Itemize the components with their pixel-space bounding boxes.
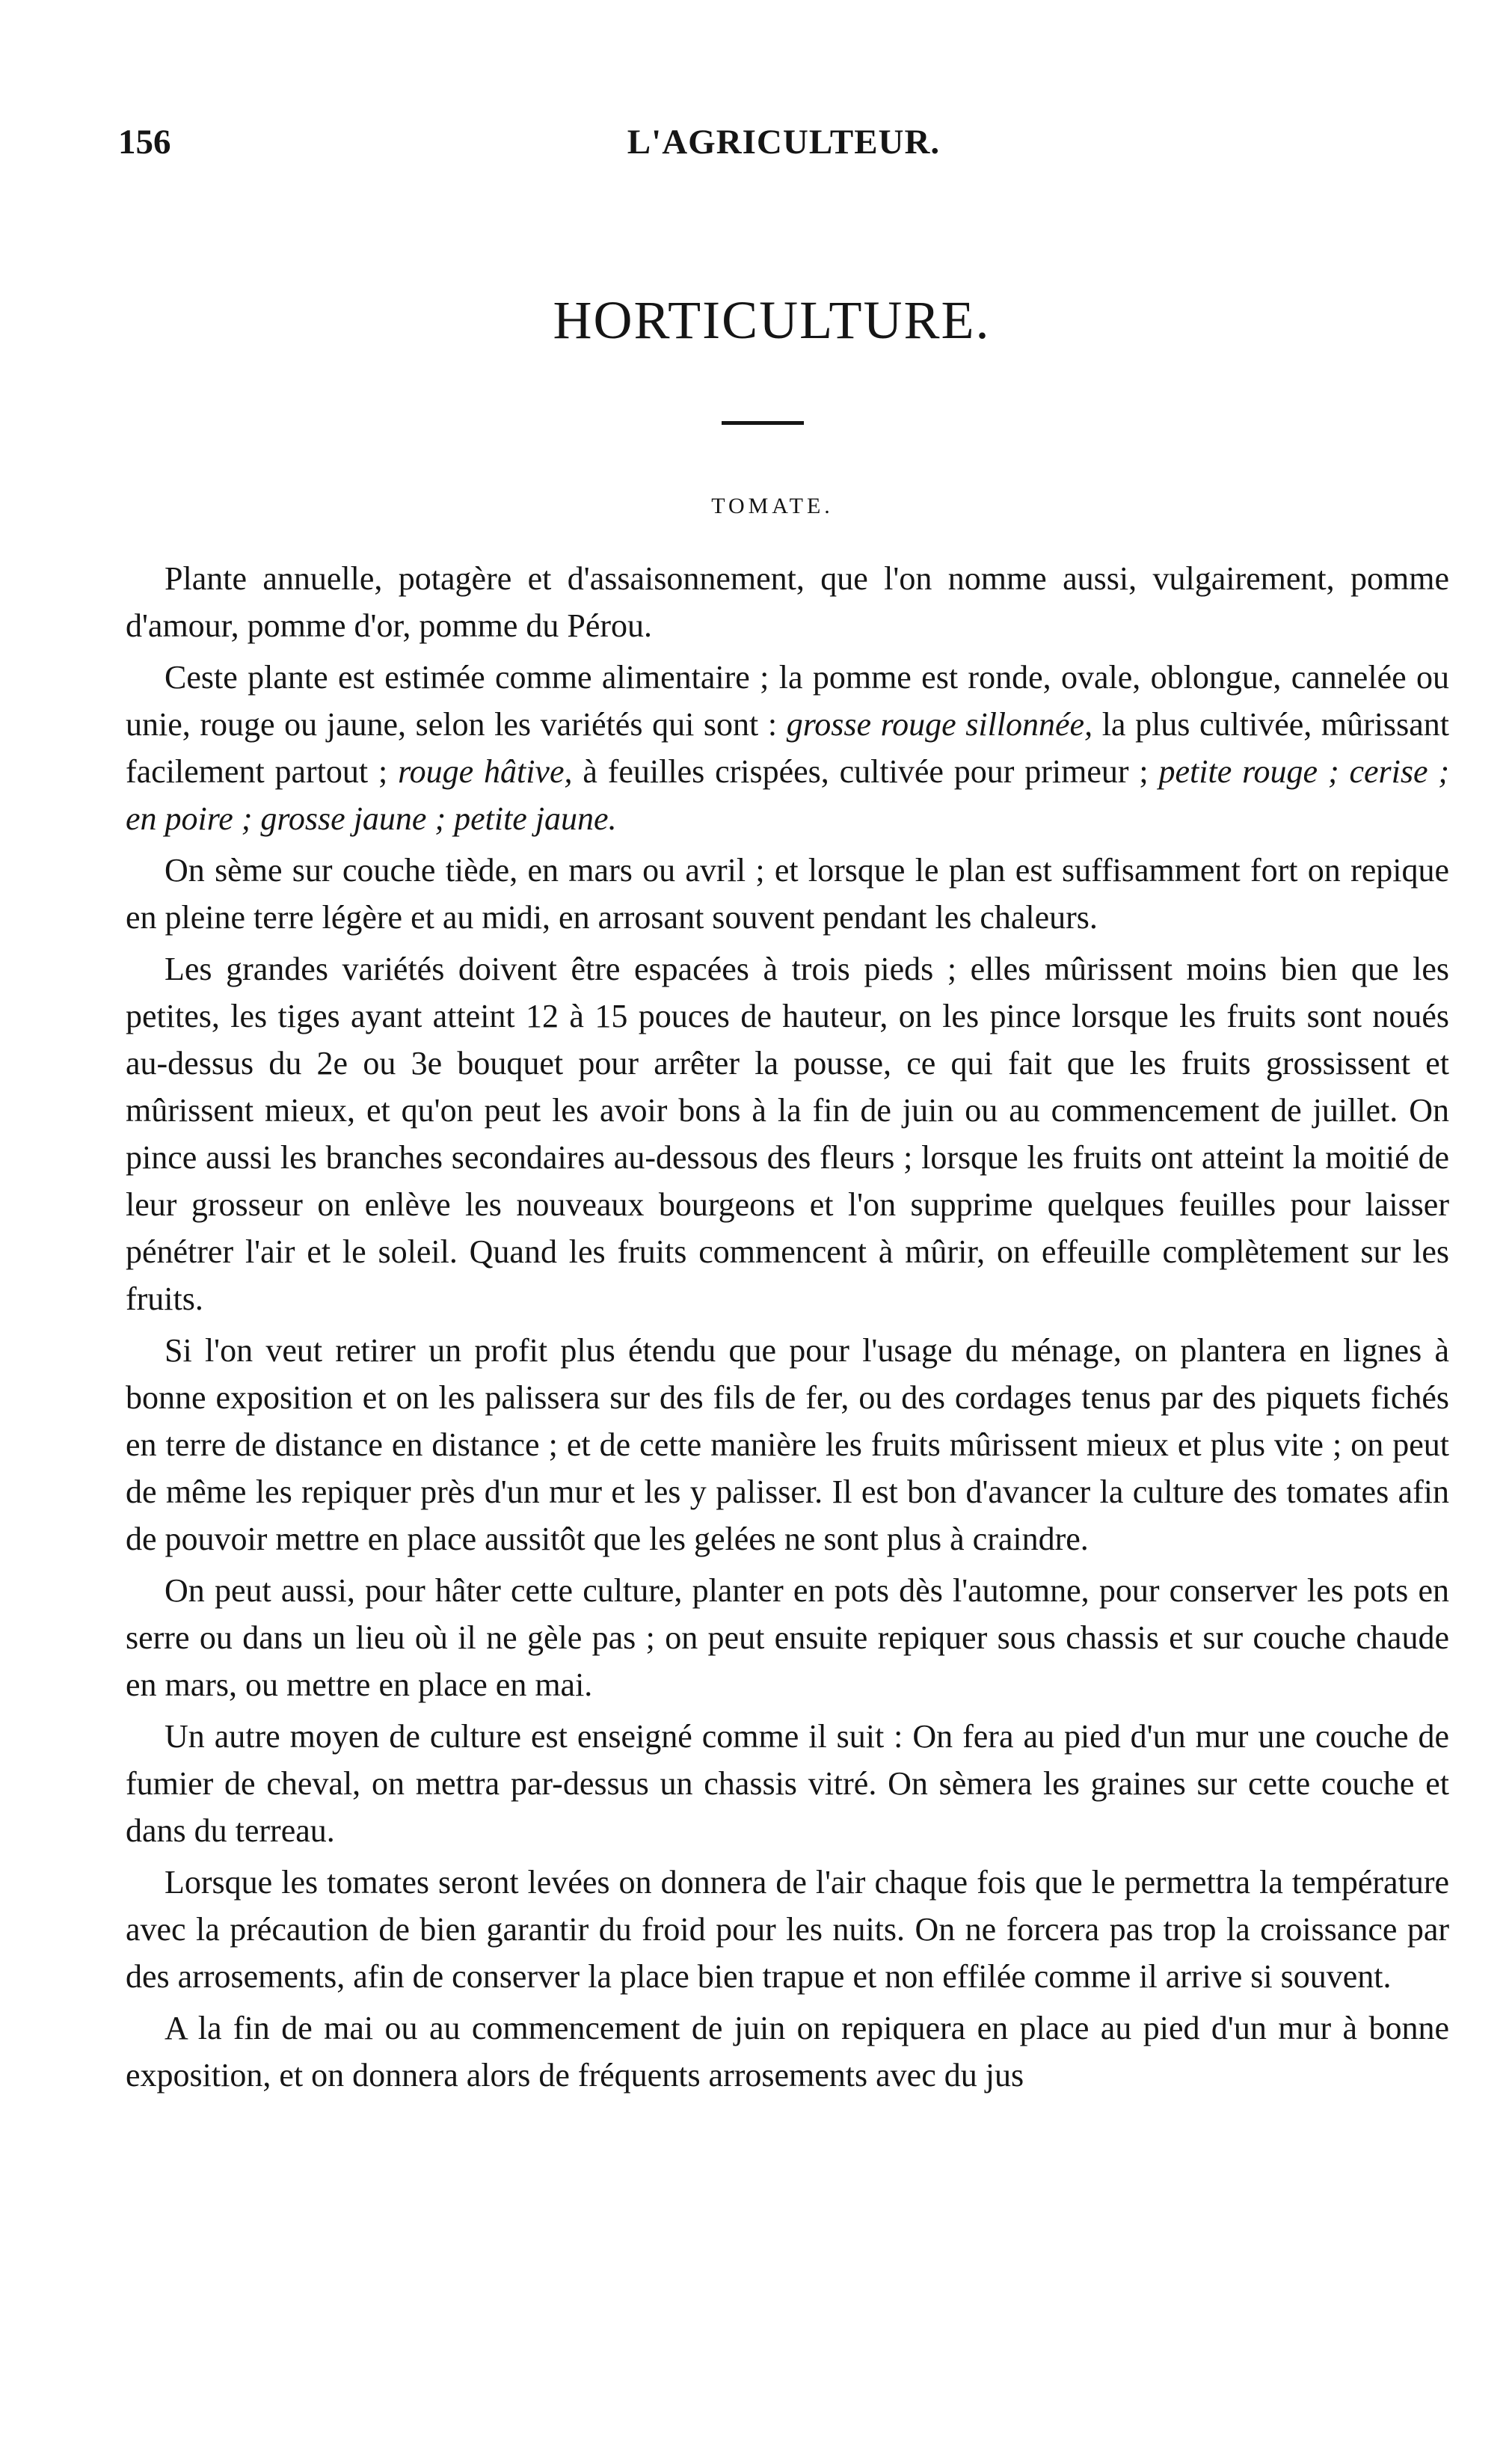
page-number: 156 bbox=[118, 123, 171, 162]
paragraph-3: On sème sur couche tiède, en mars ou avril ; et lorsque le plan est suffisamment fort on repique en pleine terre légère et au midi, en arrosant souvent pendant les chaleurs. bbox=[126, 852, 1449, 936]
paragraph-2-text-c: à feuilles crispées, cultivée pour primeur ; bbox=[572, 753, 1159, 790]
paragraph-8: Lorsque les tomates seront levées on donnera de l'air chaque fois que le permettra la température avec la précaution de bien garantir du froid pour les nuits. On ne forcera pas trop la croissance par des arrosements, afin de conserver la place bien trapue et non effilée comme il arrive si souvent. bbox=[126, 1864, 1449, 1995]
variety-rouge-hative: rouge hâtive, bbox=[398, 753, 573, 790]
paragraph-6: On peut aussi, pour hâter cette culture, planter en pots dès l'automne, pour conserver les pots en serre ou dans un lieu où il ne gèle pas ; on peut ensuite repiquer sous chassis et sur couche chaude en mars, ou mettre en place en mai. bbox=[126, 1572, 1449, 1703]
variety-grosse-rouge: grosse rouge sillonnée, bbox=[786, 706, 1093, 743]
section-title: HORTICULTURE. bbox=[553, 290, 991, 350]
paragraph-2-text-a: Ceste plante est estimée comme alimentaire ; la pomme est ronde, ovale, oblongue, cannelée ou unie, rouge ou jaune, selon les variétés qui sont : bbox=[126, 659, 1449, 743]
paragraph-5: Si l'on veut retirer un profit plus étendu que pour l'usage du ménage, on plantera en lignes à bonne exposition et on les palissera sur des fils de fer, ou des cordages tenus par des piquets fichés en terre de distance en distance ; et de cette manière les fruits mûrissent mieux et plus vite ; on peut de même les repiquer près d'un mur et les y palisser. Il est bon d'avancer la culture des tomates afin de pouvoir mettre en place aussitôt que les gelées ne sont plus à craindre. bbox=[126, 1332, 1449, 1557]
paragraph-7: Un autre moyen de culture est enseigné comme il suit : On fera au pied d'un mur une couche de fumier de cheval, on mettra par-dessus un chassis vitré. On sèmera les graines sur cette couche et dans du terreau. bbox=[126, 1718, 1449, 1849]
paragraph-9: A la fin de mai ou au commencement de juin on repiquera en place au pied d'un mur à bonne exposition, et on donnera alors de fréquents arrosements avec du jus bbox=[126, 2010, 1449, 2094]
journal-title: L'AGRICULTEUR. bbox=[627, 123, 941, 162]
paragraph-1: Plante annuelle, potagère et d'assaisonnement, que l'on nomme aussi, vulgairement, pomme d'amour, pomme d'or, pomme du Pérou. bbox=[126, 560, 1449, 644]
variety-list: petite rouge ; cerise ; en poire ; grosse jaune ; petite jaune. bbox=[126, 753, 1450, 837]
paragraph-4: Les grandes variétés doivent être espacées à trois pieds ; elles mûrissent moins bien que les petites, les tiges ayant atteint 12 à 15 pouces de hauteur, on les pince lorsque les fruits sont noués au-dessus du 2e ou 3e bouquet pour arrêter la pousse, ce qui fait que les fruits grossissent et mûrissent mieux, et qu'on peut les avoir bons à la fin de juin ou au commencement de juillet. On pince aussi les branches secondaires au-dessous des fleurs ; lorsque les fruits ont atteint la moitié de leur grosseur on enlève les nouveaux bourgeons et l'on supprime quelques feuilles pour laisser pénétrer l'air et le soleil. Quand les fruits commencent à mûrir, on effeuille complètement sur les fruits. bbox=[126, 951, 1449, 1317]
paragraph-2 bbox=[126, 654, 1449, 842]
running-head bbox=[118, 112, 1449, 172]
article-title: TOMATE. bbox=[711, 494, 834, 518]
paragraph-2-text-b: la plus cultivée, mûrissant facilement partout ; bbox=[126, 706, 1450, 790]
section-divider bbox=[722, 421, 804, 425]
article-body bbox=[126, 555, 1449, 2103]
